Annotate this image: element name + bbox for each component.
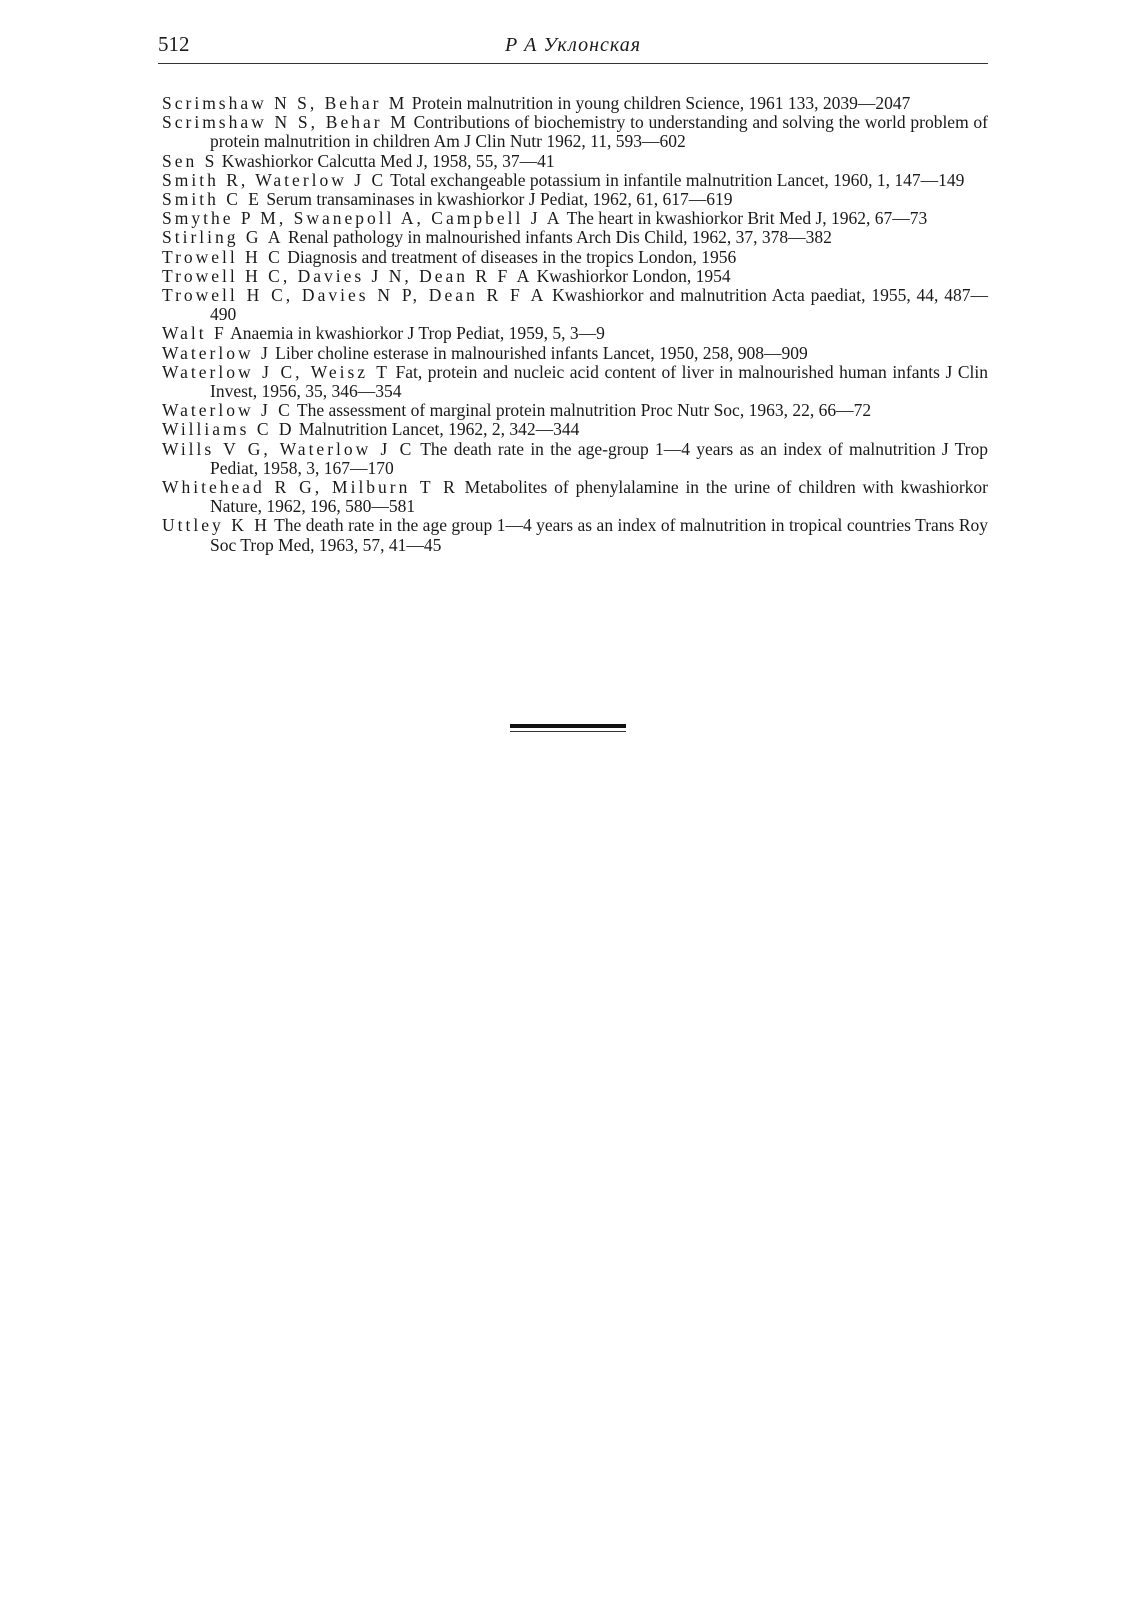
reference-author: Smythe P M, Swanepoll A, Campbell J A [162,208,563,229]
reference-entry [162,94,988,113]
reference-author: Scrimshaw N S, Behar M [162,112,409,133]
reference-author: Trowell H C, Davies N P, Dean R F A [162,285,547,306]
reference-author: Walt F [162,323,227,344]
reference-text: Malnutrition Lancet, 1962, 2, 342—344 [294,419,580,440]
reference-author: Whitehead R G, Milburn T R [162,477,458,498]
reference-entry [162,324,988,343]
reference-author: Trowell H C [162,246,283,267]
reference-text: Renal pathology in malnourished infants Arch Dis Child, 1962, 37, 378—382 [283,227,832,248]
reference-author: Trowell H C, Davies J N, Dean R F A [162,265,533,286]
reference-author: Waterlow J [162,342,271,363]
reference-entry [162,344,988,363]
reference-entry [162,209,988,228]
reference-author: Smith C E [162,189,262,210]
reference-entry [162,516,988,554]
reference-author: Sen S [162,150,218,171]
reference-author: Stirling G A [162,227,284,248]
reference-text: Kwashiorkor and malnutrition Acta paediat, 1955, 44, 487—490 [210,285,988,325]
reference-author: Wills V G, Waterlow J C [162,438,415,459]
reference-author: Waterlow J C [162,400,293,421]
end-rule-thin [510,731,626,732]
reference-list [162,94,988,555]
reference-entry [162,113,988,151]
reference-text: Contributions of biochemistry to understanding and solving the world problem of protein malnutrition in children Am J Clin Nutr 1962, 11, 593—602 [210,112,989,152]
running-title: Р А Уклонская [504,34,642,56]
reference-text: Anaemia in kwashiorkor J Trop Pediat, 1959, 5, 3—9 [226,323,605,344]
reference-text: Kwashiorkor London, 1954 [532,265,731,286]
reference-text: Liber choline esterase in malnourished infants Lancet, 1950, 258, 908—909 [270,342,808,363]
reference-entry [162,420,988,439]
reference-text: Diagnosis and treatment of diseases in the tropics London, 1956 [282,246,737,267]
reference-author: Waterlow J C, Weisz T [162,361,390,382]
reference-entry [162,171,988,190]
reference-text: Fat, protein and nucleic acid content of liver in malnourished human infants J Clin Invest, 1956, 35, 346—354 [210,361,988,402]
reference-entry [162,267,988,286]
reference-text: The death rate in the age-group 1—4 years as an index of malnutrition J Trop Pediat, 1958, 3, 167—170 [210,438,988,478]
reference-text: Metabolites of phenylalamine in the urine of children with kwashiorkor Nature, 1962, 196, 580—581 [210,477,988,517]
header-rule [158,63,988,64]
reference-entry [162,228,988,247]
reference-text: The heart in kwashiorkor Brit Med J, 1962, 67—73 [562,208,928,229]
page-header [158,30,988,64]
reference-text: Serum transaminases in kwashiorkor J Pediat, 1962, 61, 617—619 [261,189,733,210]
reference-author: Uttley K H [162,515,270,536]
reference-text: The assessment of marginal protein malnutrition Proc Nutr Soc, 1963, 22, 66—72 [292,400,872,421]
end-of-section-rule [510,724,626,732]
reference-entry [162,478,988,516]
reference-entry [162,286,988,324]
reference-entry [162,363,988,401]
reference-entry [162,401,988,420]
reference-entry [162,248,988,267]
reference-text: Kwashiorkor Calcutta Med J, 1958, 55, 37—41 [217,150,555,171]
reference-text: Total exchangeable potassium in infantile malnutrition Lancet, 1960, 1, 147—149 [386,169,965,190]
reference-entry [162,152,988,171]
end-rule-thick [510,724,626,728]
reference-author: Scrimshaw N S, Behar M [162,93,408,113]
reference-author: Williams C D [162,419,295,440]
reference-text: The death rate in the age group 1—4 years as an index of malnutrition in tropical countries Trans Roy Soc Trop Med, 1963, 57, 41—45 [210,515,988,555]
reference-author: Smith R, Waterlow J C [162,169,387,190]
page-number: 512 [158,32,190,56]
reference-entry [162,440,988,478]
reference-text: Protein malnutrition in young children Science, 1961 133, 2039—2047 [407,93,911,113]
reference-entry [162,190,988,209]
